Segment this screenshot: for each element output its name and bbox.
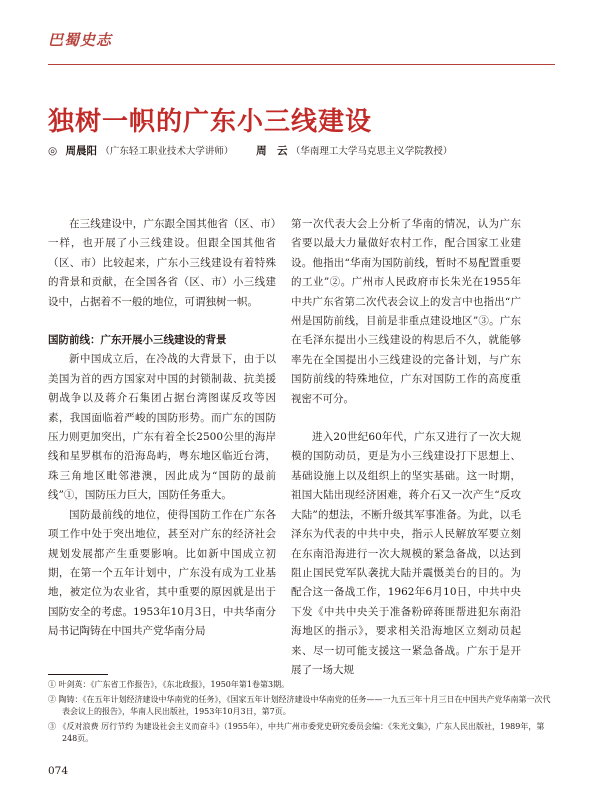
column-tag: 巴蜀史志 bbox=[48, 31, 113, 49]
footnote: ③ 《反对浪费 厉行节约 为建设社会主义而奋斗》（1955年），中共广州市委党史研究委员会编：《朱光文集》，广东人民出版社，1989年，第248页。 bbox=[48, 721, 545, 743]
right-column bbox=[291, 215, 521, 680]
intro-paragraph: 在三线建设中，广东跟全国其他省（区、市）一样，也开展了小三线建设。但跟全国其他省（区、市）比较起来，广东小三线建设有着特殊的背景和贡献，在全国各省（区、市）小三线建设中，占据着不一般的地位，可谓独树一帜。 bbox=[48, 218, 276, 308]
footnote: ② 陶铸：《在五年计划经济建设中华南党的任务》，《国家五年计划经济建设中华南党的任务——一九五三年十月三日在中国共产党华南第一次代表会议上的报告》，华南人民出版社，1953年10月3日，第7页。 bbox=[48, 694, 551, 716]
footnote-rule bbox=[48, 674, 108, 675]
article-title: 独树一帜的广东小三线建设 bbox=[48, 107, 373, 138]
footnotes bbox=[48, 679, 555, 748]
byline-mark: ◎ bbox=[48, 145, 58, 157]
body-paragraph: 第一次代表大会上分析了华南的情况，认为广东省要以最大力量做好农村工作，配合国家工业建设。他指出“华南为国防前线，暂时不易配置重要的工业”②。广州市人民政府市长朱光在1955年中共广东省第二次代表会议上的发言中也指出“广州是国防前线，目前是非重点建设地区”③。广东在毛泽东提出小三线建设的构思后不久，就能够率先在全国提出小三线建设的完备计划，与广东国防前线的特殊地位，广东对国防工作的高度重视密不可分。 bbox=[291, 218, 521, 405]
author2-affiliation: （华南理工大学马克思主义学院教授） bbox=[290, 146, 453, 157]
byline bbox=[48, 144, 555, 159]
author2-name: 周 云 bbox=[256, 145, 288, 157]
author1-name: 周晨阳 bbox=[65, 145, 98, 157]
header-rule bbox=[48, 64, 555, 65]
page-number: 074 bbox=[48, 765, 69, 777]
body-paragraph: 进入20世纪60年代，广东又进行了一次大规模的国防动员，更是为小三线建设打下思想上、基础设施上以及组织上的坚实基础。这一时期，祖国大陆出现经济困难，蒋介石又一次产生“反攻大陆”的想法，不断升级其军事准备。为此，以毛泽东为代表的中共中央，指示人民解放军要立刻在东南沿海进行一次大规模的紧急备战，以达到阻止国民党军队袭扰大陆并震慑美台的目的。为配合这一备战工作，1962年6月10日，中共中央下发《中共中央关于准备粉碎蒋匪帮进犯东南沿海地区的指示》，要求相关沿海地区立刻动员起来、尽一切可能支援这一紧急备战。广东于是开展了一场大规 bbox=[291, 431, 521, 676]
author1-affiliation: （广东轻工职业技术大学讲师） bbox=[100, 146, 234, 157]
footnote: ① 叶剑英：《广东省工作报告》，《东北政报》，1950年第1卷第3期。 bbox=[48, 680, 290, 689]
body-paragraph: 新中国成立后，在冷战的大背景下，由于以美国为首的西方国家对中国的封锁制裁、抗美援朝战争以及蒋介石集团占据台湾图谋反攻等因素，我国面临着严峻的国防形势。而广东的国防压力则更加突出，广东有着全长2500公里的海岸线和星罗棋布的沿海岛屿，粤东地区临近台湾，珠三角地区毗邻港澳，因此成为“国防的最前线”①，国防压力巨大，国防任务重大。 bbox=[48, 353, 276, 502]
body-paragraph: 国防最前线的地位，使得国防工作在广东各项工作中处于突出地位，甚至对广东的经济社会规划发展都产生重要影响。比如新中国成立初期，在第一个五年计划中，广东没有成为工业基地，被定位为农业省，其中重要的原因就是出于国防安全的考虑。1953年10月3日，中共华南分局书记陶铸在中国共产党华南分局 bbox=[48, 508, 276, 638]
section-heading: 国防前线：广东开展小三线建设的背景 bbox=[48, 334, 227, 347]
left-column bbox=[48, 215, 276, 642]
